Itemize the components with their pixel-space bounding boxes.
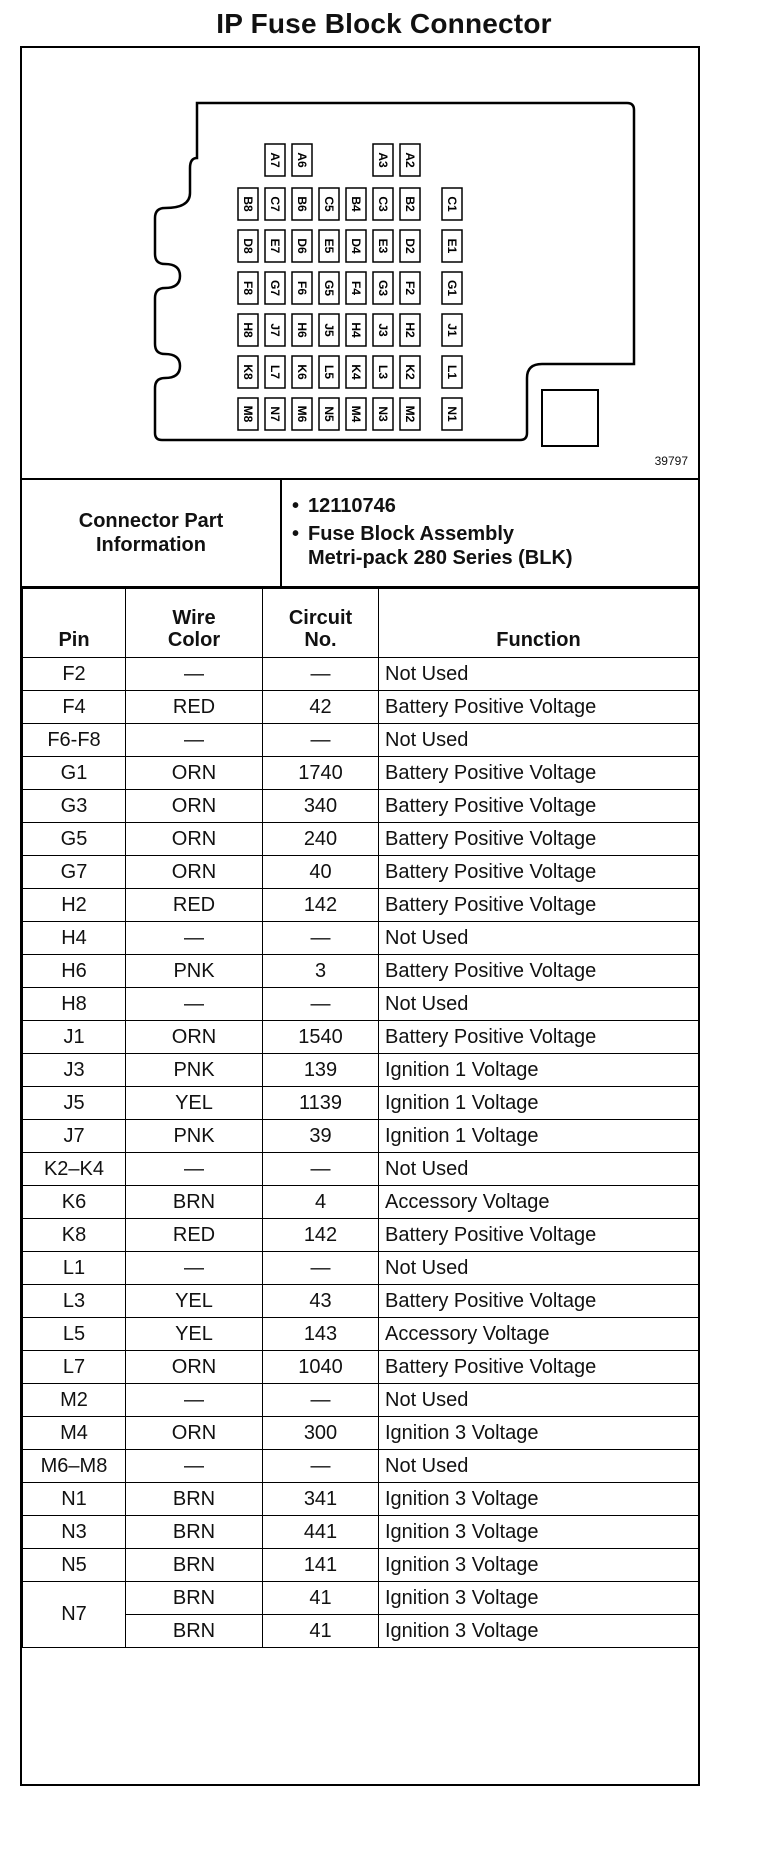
cell-wire-color: BRN <box>126 1186 263 1219</box>
pin-cell <box>346 314 366 346</box>
cell-circuit-no: 142 <box>263 889 379 922</box>
part-info-label <box>22 480 282 586</box>
table-row <box>23 691 699 724</box>
cell-function: Battery Positive Voltage <box>379 1285 699 1318</box>
table-row <box>23 1285 699 1318</box>
table-row <box>23 658 699 691</box>
cell-wire-color: — <box>126 922 263 955</box>
pin-label: B2 <box>403 196 417 212</box>
table-row <box>23 1219 699 1252</box>
table-row <box>23 1021 699 1054</box>
pin-label: B8 <box>241 196 255 212</box>
pin-cell <box>265 144 285 176</box>
table-row <box>23 1582 699 1615</box>
cell-wire-color: RED <box>126 691 263 724</box>
pin-label: N1 <box>445 406 459 422</box>
pin-cell <box>265 188 285 220</box>
cell-function: Accessory Voltage <box>379 1186 699 1219</box>
pin-label: D6 <box>295 238 309 254</box>
cell-wire-color: ORN <box>126 790 263 823</box>
table-row <box>23 1318 699 1351</box>
pin-label: J3 <box>376 323 390 337</box>
cell-function: Accessory Voltage <box>379 1318 699 1351</box>
table-row <box>23 757 699 790</box>
table-row <box>23 1417 699 1450</box>
cell-circuit-no: 41 <box>263 1582 379 1615</box>
pin-cell <box>265 272 285 304</box>
part-info-values <box>292 494 692 574</box>
pin-label: M6 <box>295 405 309 423</box>
pin-cell <box>292 356 312 388</box>
pin-label: M8 <box>241 405 255 423</box>
cell-pin: K6 <box>23 1186 126 1219</box>
pin-label: K6 <box>295 364 309 380</box>
pin-label: M4 <box>349 405 363 423</box>
table-row <box>23 856 699 889</box>
cell-function: Battery Positive Voltage <box>379 757 699 790</box>
cell-function: Battery Positive Voltage <box>379 856 699 889</box>
cell-circuit-no: 43 <box>263 1285 379 1318</box>
pin-label: H8 <box>241 322 255 338</box>
pin-label: E1 <box>445 238 459 254</box>
pin-cell <box>400 356 420 388</box>
pin-cell <box>346 230 366 262</box>
cell-pin: N1 <box>23 1483 126 1516</box>
cell-wire-color: BRN <box>126 1549 263 1582</box>
cell-function: Battery Positive Voltage <box>379 691 699 724</box>
pin-label: C1 <box>445 196 459 212</box>
connector-part-information <box>22 480 698 588</box>
pin-label: E7 <box>268 238 282 254</box>
cell-circuit-no: 142 <box>263 1219 379 1252</box>
pin-cell <box>373 272 393 304</box>
pin-label: K4 <box>349 364 363 380</box>
cell-pin: M4 <box>23 1417 126 1450</box>
pin-label: B6 <box>295 196 309 212</box>
cell-circuit-no: 3 <box>263 955 379 988</box>
pin-cell <box>346 398 366 430</box>
pin-label: D8 <box>241 238 255 254</box>
cell-circuit-no: 42 <box>263 691 379 724</box>
table-row <box>23 823 699 856</box>
pin-table <box>22 588 699 1648</box>
pin-cell <box>265 314 285 346</box>
cell-wire-color: ORN <box>126 823 263 856</box>
table-row <box>23 1450 699 1483</box>
pin-label: F4 <box>349 280 363 296</box>
pin-cell <box>442 356 462 388</box>
connector-face-drawing <box>22 48 698 478</box>
cell-function: Not Used <box>379 922 699 955</box>
table-row <box>23 955 699 988</box>
cell-function: Not Used <box>379 1384 699 1417</box>
cell-pin: G7 <box>23 856 126 889</box>
pin-cell <box>292 314 312 346</box>
cell-wire-color: PNK <box>126 1120 263 1153</box>
cell-circuit-no: — <box>263 1153 379 1186</box>
header-circuit-no: Circuit No. <box>263 589 379 658</box>
pin-cell <box>238 188 258 220</box>
cell-pin: M2 <box>23 1384 126 1417</box>
pin-cell <box>346 272 366 304</box>
pin-label: G1 <box>445 279 459 297</box>
cell-wire-color: YEL <box>126 1285 263 1318</box>
cell-circuit-no: — <box>263 1450 379 1483</box>
cell-wire-color: — <box>126 658 263 691</box>
cell-pin: L7 <box>23 1351 126 1384</box>
pin-cell <box>373 398 393 430</box>
cell-wire-color: BRN <box>126 1516 263 1549</box>
pin-label: D2 <box>403 238 417 254</box>
pin-cell <box>319 398 339 430</box>
pin-cell <box>319 188 339 220</box>
pin-cell <box>373 356 393 388</box>
table-row <box>23 790 699 823</box>
pin-cell <box>319 356 339 388</box>
cell-circuit-no: 240 <box>263 823 379 856</box>
pin-cell <box>238 398 258 430</box>
pin-cell <box>400 188 420 220</box>
cell-pin: G3 <box>23 790 126 823</box>
cell-circuit-no: 441 <box>263 1516 379 1549</box>
cell-pin: M6–M8 <box>23 1450 126 1483</box>
cell-circuit-no: — <box>263 658 379 691</box>
cell-function: Not Used <box>379 724 699 757</box>
table-row <box>23 1087 699 1120</box>
cell-function: Not Used <box>379 658 699 691</box>
cell-pin: K2–K4 <box>23 1153 126 1186</box>
pin-label: J5 <box>322 323 336 337</box>
pin-label: A2 <box>403 152 417 168</box>
pin-cell <box>373 314 393 346</box>
cell-circuit-no: 41 <box>263 1615 379 1648</box>
cell-wire-color: PNK <box>126 955 263 988</box>
cell-wire-color: BRN <box>126 1483 263 1516</box>
cell-circuit-no: 1040 <box>263 1351 379 1384</box>
pin-label: F6 <box>295 280 309 296</box>
pin-label: B4 <box>349 196 363 212</box>
cell-pin: J7 <box>23 1120 126 1153</box>
cell-function: Battery Positive Voltage <box>379 823 699 856</box>
cell-function: Ignition 1 Voltage <box>379 1120 699 1153</box>
pin-cell <box>346 356 366 388</box>
pin-label: A6 <box>295 152 309 168</box>
table-row <box>23 724 699 757</box>
cell-circuit-no: 1139 <box>263 1087 379 1120</box>
pin-cell <box>238 272 258 304</box>
cell-wire-color: — <box>126 1384 263 1417</box>
cell-circuit-no: 40 <box>263 856 379 889</box>
cell-pin: F2 <box>23 658 126 691</box>
cell-function: Battery Positive Voltage <box>379 1351 699 1384</box>
cell-function: Ignition 3 Voltage <box>379 1483 699 1516</box>
cell-circuit-no: 1740 <box>263 757 379 790</box>
cell-wire-color: — <box>126 988 263 1021</box>
cell-function: Not Used <box>379 1450 699 1483</box>
pin-cell <box>442 398 462 430</box>
cell-function: Ignition 3 Voltage <box>379 1615 699 1648</box>
part-description: Fuse Block Assembly Metri-pack 280 Series (BLK) <box>308 523 573 569</box>
pin-cell <box>292 272 312 304</box>
pin-cell <box>319 230 339 262</box>
cell-circuit-no: 1540 <box>263 1021 379 1054</box>
cell-function: Battery Positive Voltage <box>379 955 699 988</box>
pin-label: G3 <box>376 279 390 297</box>
cell-function: Not Used <box>379 1252 699 1285</box>
cell-wire-color: — <box>126 1450 263 1483</box>
pin-label: H2 <box>403 322 417 338</box>
cell-circuit-no: — <box>263 922 379 955</box>
cell-pin: K8 <box>23 1219 126 1252</box>
pin-label: E5 <box>322 238 336 254</box>
cell-wire-color: BRN <box>126 1615 263 1648</box>
cell-function: Ignition 3 Voltage <box>379 1417 699 1450</box>
cell-pin: J1 <box>23 1021 126 1054</box>
cell-wire-color: YEL <box>126 1318 263 1351</box>
header-wire-color: Wire Color <box>126 589 263 658</box>
pin-label: L5 <box>322 364 336 380</box>
pin-label: C7 <box>268 196 282 212</box>
cell-wire-color: — <box>126 724 263 757</box>
pin-cell <box>265 398 285 430</box>
cell-wire-color: ORN <box>126 757 263 790</box>
pin-label: H6 <box>295 322 309 338</box>
table-header-row <box>23 589 699 658</box>
part-info-item <box>292 494 692 518</box>
pin-cell <box>442 188 462 220</box>
cell-pin: L3 <box>23 1285 126 1318</box>
table-row <box>23 988 699 1021</box>
table-row <box>23 1186 699 1219</box>
cell-wire-color: — <box>126 1252 263 1285</box>
pin-label: G7 <box>268 279 282 297</box>
part-info-item <box>292 522 692 570</box>
cell-pin: F4 <box>23 691 126 724</box>
pin-cell <box>373 230 393 262</box>
pin-cell <box>319 272 339 304</box>
cell-wire-color: ORN <box>126 856 263 889</box>
cell-circuit-no: 143 <box>263 1318 379 1351</box>
pin-cell <box>238 314 258 346</box>
pin-cell <box>442 272 462 304</box>
cell-pin: N5 <box>23 1549 126 1582</box>
table-row <box>23 1483 699 1516</box>
pin-label: E3 <box>376 238 390 254</box>
cell-pin: H8 <box>23 988 126 1021</box>
cell-pin: G5 <box>23 823 126 856</box>
cell-function: Not Used <box>379 1153 699 1186</box>
pin-label: J1 <box>445 323 459 337</box>
cell-function: Ignition 3 Voltage <box>379 1582 699 1615</box>
header-function: Function <box>379 589 699 658</box>
cell-wire-color: RED <box>126 1219 263 1252</box>
pin-label: L7 <box>268 364 282 380</box>
pin-cell <box>400 230 420 262</box>
cell-wire-color: — <box>126 1153 263 1186</box>
connector-key-window <box>542 390 598 446</box>
cell-function: Ignition 3 Voltage <box>379 1549 699 1582</box>
pin-label: N3 <box>376 406 390 422</box>
cell-pin: J3 <box>23 1054 126 1087</box>
figure-number: 39797 <box>654 454 688 468</box>
pin-label: F8 <box>241 280 255 296</box>
part-number: 12110746 <box>308 495 396 517</box>
connector-sheet <box>20 46 700 1786</box>
table-row <box>23 1351 699 1384</box>
pin-label: C5 <box>322 196 336 212</box>
cell-function: Battery Positive Voltage <box>379 1219 699 1252</box>
cell-pin: H4 <box>23 922 126 955</box>
cell-pin: G1 <box>23 757 126 790</box>
pin-cell <box>442 230 462 262</box>
cell-circuit-no: — <box>263 988 379 1021</box>
cell-circuit-no: — <box>263 1384 379 1417</box>
cell-pin: N3 <box>23 1516 126 1549</box>
pin-label: A7 <box>268 152 282 168</box>
table-row <box>23 1054 699 1087</box>
pin-label: L1 <box>445 364 459 380</box>
cell-wire-color: ORN <box>126 1351 263 1384</box>
cell-pin: H6 <box>23 955 126 988</box>
table-row <box>23 1384 699 1417</box>
table-row <box>23 1252 699 1285</box>
cell-circuit-no: 139 <box>263 1054 379 1087</box>
cell-wire-color: RED <box>126 889 263 922</box>
table-row <box>23 1120 699 1153</box>
pin-label: A3 <box>376 152 390 168</box>
cell-circuit-no: — <box>263 724 379 757</box>
pin-label: H4 <box>349 322 363 338</box>
pin-cell <box>238 356 258 388</box>
cell-pin: H2 <box>23 889 126 922</box>
header-pin: Pin <box>23 589 126 658</box>
pin-label: F2 <box>403 280 417 296</box>
pin-cell <box>373 188 393 220</box>
bullet: • <box>292 523 300 545</box>
pin-cell <box>292 188 312 220</box>
cell-circuit-no: — <box>263 1252 379 1285</box>
pin-cell <box>442 314 462 346</box>
pin-label: N7 <box>268 406 282 422</box>
cell-function: Ignition 1 Voltage <box>379 1087 699 1120</box>
table-row <box>23 1153 699 1186</box>
pin-cell <box>400 314 420 346</box>
cell-circuit-no: 300 <box>263 1417 379 1450</box>
cell-pin: L1 <box>23 1252 126 1285</box>
cell-pin: F6-F8 <box>23 724 126 757</box>
pin-label: K2 <box>403 364 417 380</box>
part-info-label-text: Connector Part Information <box>78 510 224 556</box>
pin-cell <box>292 398 312 430</box>
table-row <box>23 1516 699 1549</box>
pin-label: C3 <box>376 196 390 212</box>
pin-label: J7 <box>268 323 282 337</box>
cell-function: Ignition 1 Voltage <box>379 1054 699 1087</box>
cell-function: Battery Positive Voltage <box>379 1021 699 1054</box>
cell-wire-color: ORN <box>126 1417 263 1450</box>
cell-pin: J5 <box>23 1087 126 1120</box>
cell-function: Ignition 3 Voltage <box>379 1516 699 1549</box>
bullet: • <box>292 495 300 517</box>
pin-cell <box>346 188 366 220</box>
cell-function: Battery Positive Voltage <box>379 790 699 823</box>
pin-label: M2 <box>403 405 417 423</box>
cell-circuit-no: 39 <box>263 1120 379 1153</box>
table-row <box>23 1549 699 1582</box>
cell-pin: N7 <box>23 1582 126 1648</box>
pin-cell <box>265 356 285 388</box>
pin-cell <box>319 314 339 346</box>
pin-cell <box>400 144 420 176</box>
pin-cell <box>400 398 420 430</box>
cell-circuit-no: 4 <box>263 1186 379 1219</box>
table-row <box>23 922 699 955</box>
cell-wire-color: BRN <box>126 1582 263 1615</box>
cell-wire-color: PNK <box>126 1054 263 1087</box>
pin-cell <box>265 230 285 262</box>
cell-pin: L5 <box>23 1318 126 1351</box>
cell-wire-color: ORN <box>126 1021 263 1054</box>
table-row <box>23 889 699 922</box>
cell-circuit-no: 341 <box>263 1483 379 1516</box>
pin-label: K8 <box>241 364 255 380</box>
pin-cell <box>292 230 312 262</box>
pin-cell <box>292 144 312 176</box>
pin-cell <box>373 144 393 176</box>
cell-wire-color: YEL <box>126 1087 263 1120</box>
pin-label: G5 <box>322 279 336 297</box>
page-title: IP Fuse Block Connector <box>216 8 552 39</box>
pin-label: D4 <box>349 238 363 254</box>
cell-circuit-no: 141 <box>263 1549 379 1582</box>
pin-cell <box>400 272 420 304</box>
cell-function: Not Used <box>379 988 699 1021</box>
pin-label: L3 <box>376 364 390 380</box>
pin-label: N5 <box>322 406 336 422</box>
pin-cell <box>238 230 258 262</box>
connector-diagram <box>22 48 698 480</box>
cell-function: Battery Positive Voltage <box>379 889 699 922</box>
cell-circuit-no: 340 <box>263 790 379 823</box>
